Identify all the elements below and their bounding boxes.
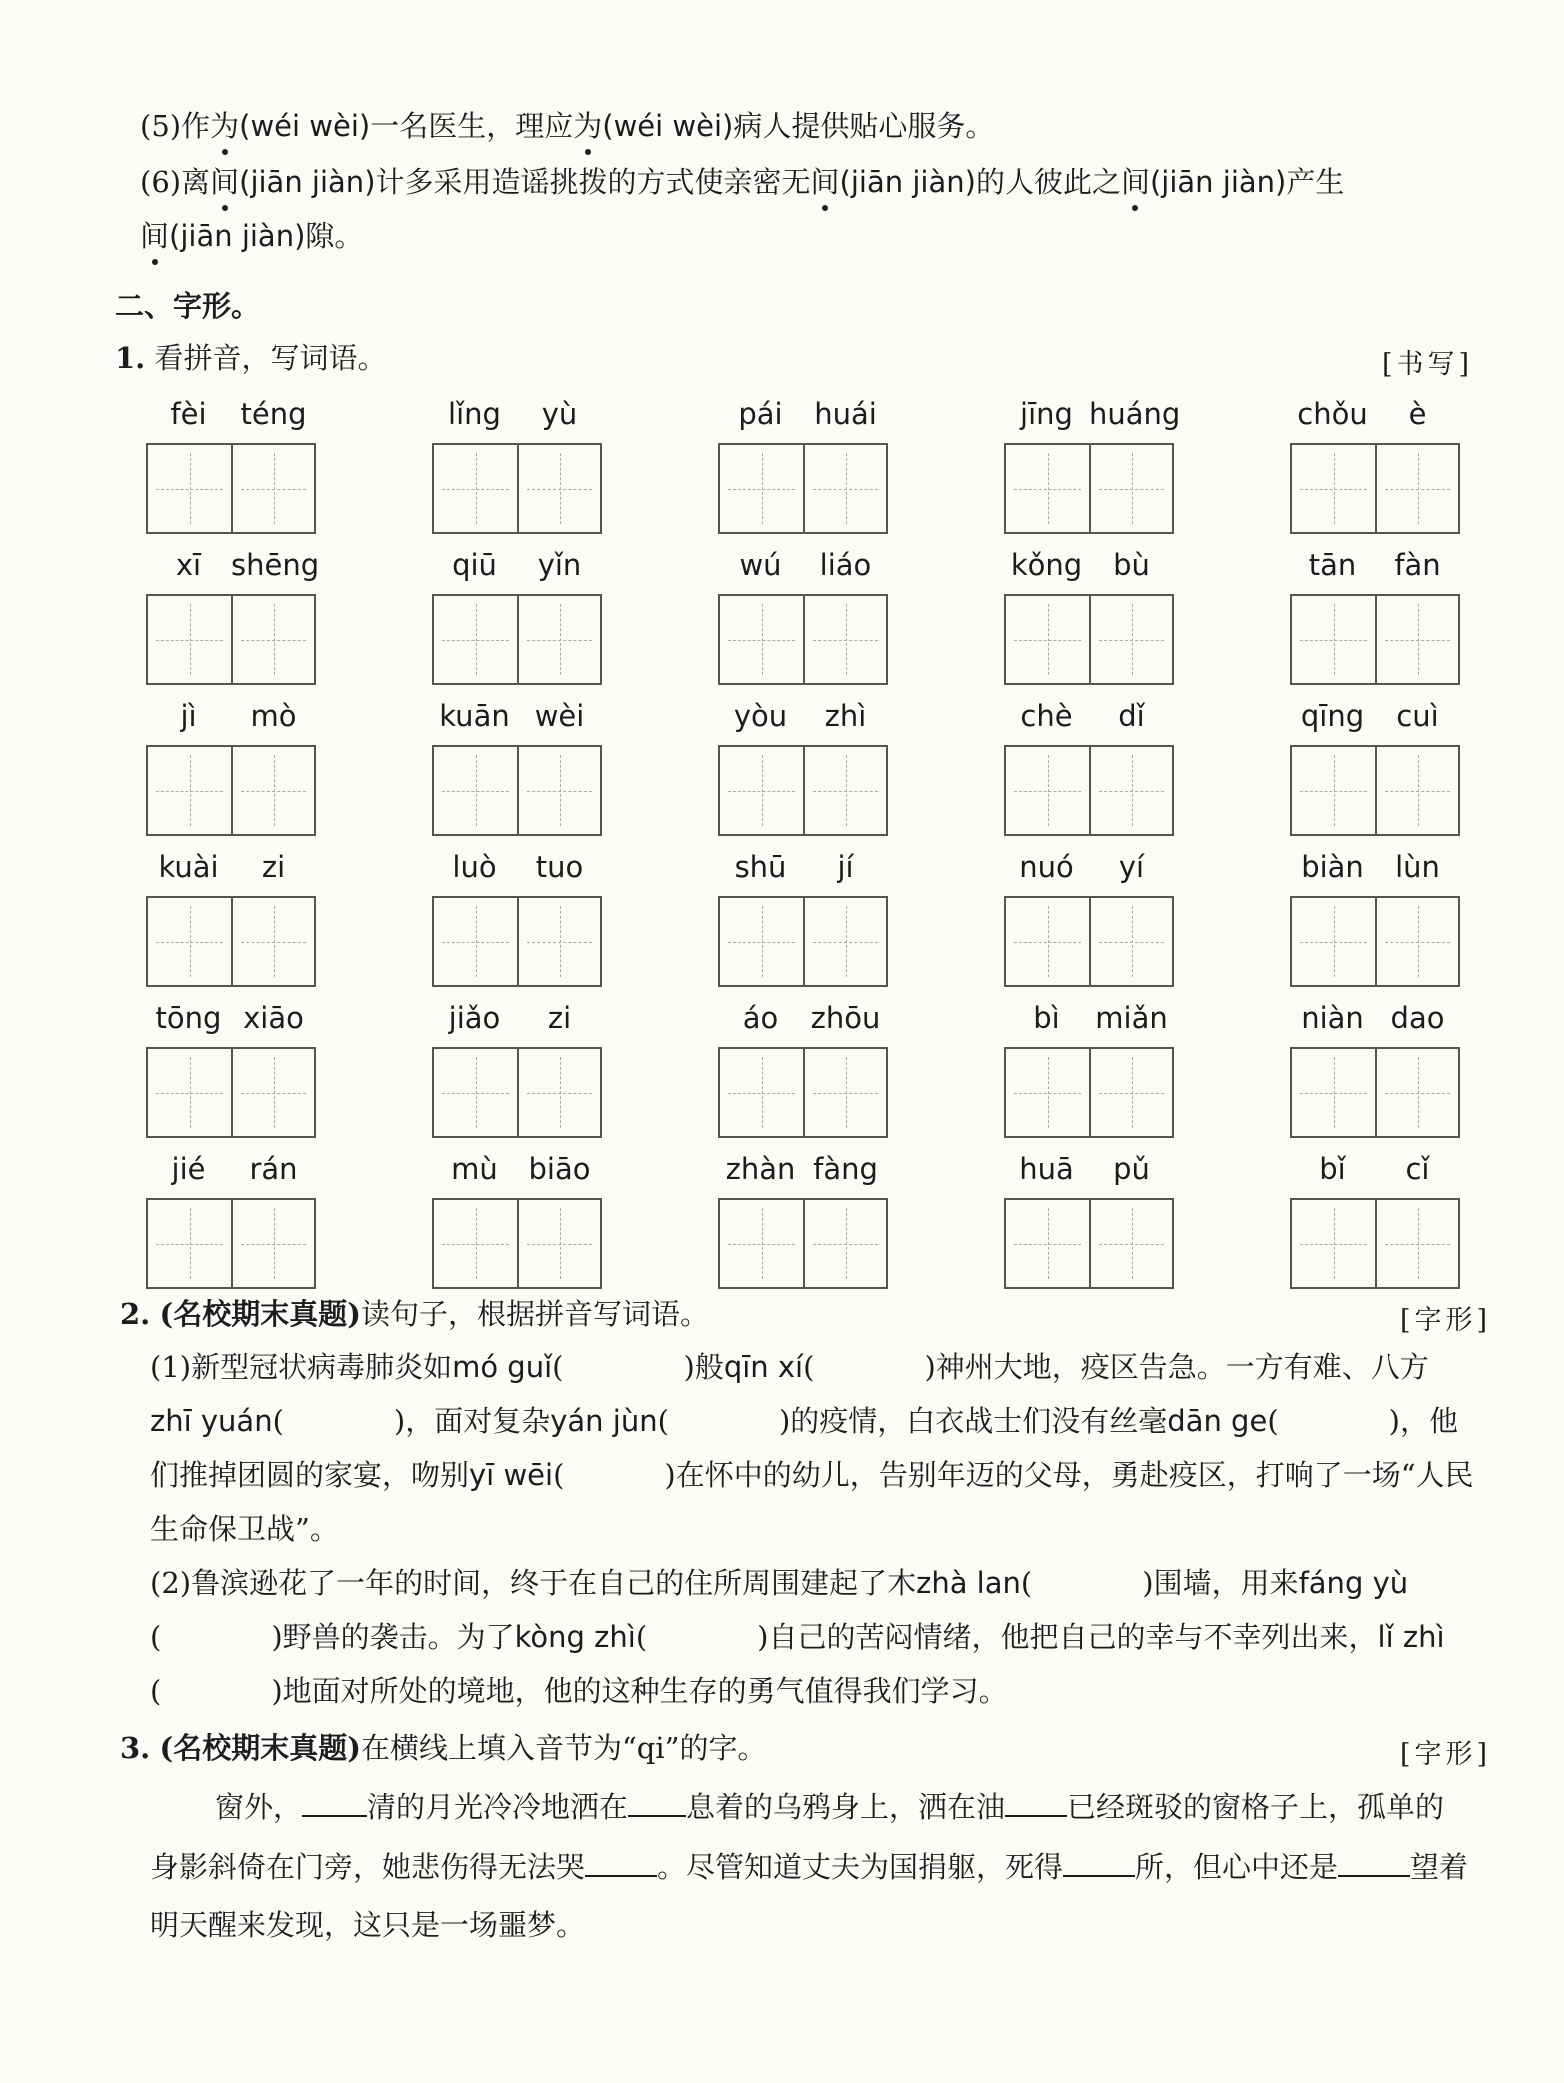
writing-boxes: [718, 1047, 888, 1138]
word-cell: [1290, 999, 1460, 1149]
writing-square[interactable]: [148, 1200, 231, 1287]
q2-p2-line2: ( )野兽的袭击。为了kòng zhì( )自己的苦闷情绪，他把自己的幸与不幸列出来，lǐ zhì: [150, 1620, 1445, 1654]
writing-square[interactable]: [231, 1200, 314, 1287]
pinyin-syllable: rán: [249, 1152, 298, 1186]
pinyin-syllable: huā: [1019, 1152, 1074, 1186]
writing-boxes: [146, 896, 316, 987]
writing-boxes: [1290, 1198, 1460, 1289]
dotted-char: 间: [210, 162, 239, 202]
writing-square[interactable]: [1292, 898, 1375, 985]
word-cell: [1004, 395, 1181, 545]
writing-square[interactable]: [803, 898, 886, 985]
word-cell: [146, 546, 320, 696]
pinyin-label: [432, 848, 602, 888]
question-1-tag: [书写]: [1382, 349, 1474, 380]
word-cell: [146, 999, 316, 1149]
pinyin-label: [1004, 848, 1174, 888]
pinyin-syllable: dao: [1390, 1001, 1445, 1035]
pinyin-label: [718, 999, 888, 1039]
word-cell: [1290, 395, 1460, 545]
pinyin-syllable: dǐ: [1118, 699, 1145, 733]
pinyin-label: [1004, 1150, 1174, 1190]
writing-square[interactable]: [231, 445, 314, 532]
pinyin-syllable: zhàn: [725, 1152, 796, 1186]
item-6-cont: 间(jiān jiàn)隙。: [140, 216, 363, 256]
dotted-char: 间: [140, 216, 169, 256]
writing-square[interactable]: [1292, 596, 1375, 683]
pinyin-syllable: niàn: [1301, 1001, 1364, 1035]
fill-blank[interactable]: [1005, 1787, 1067, 1817]
pinyin-syllable: miǎn: [1095, 1001, 1168, 1035]
writing-square[interactable]: [1375, 596, 1458, 683]
pinyin-syllable: pái: [738, 397, 783, 431]
pinyin-syllable: téng: [240, 397, 307, 431]
pinyin-label: [1290, 395, 1460, 435]
word-cell: [146, 697, 316, 847]
writing-square[interactable]: [434, 747, 517, 834]
writing-boxes: [718, 443, 888, 534]
pinyin-syllable: cǐ: [1405, 1152, 1430, 1186]
pinyin-syllable: wèi: [534, 699, 585, 733]
question-3-tag: [字形]: [1400, 1739, 1492, 1770]
word-cell: [432, 697, 602, 847]
word-cell: [718, 848, 888, 998]
word-cell: [718, 1150, 888, 1300]
writing-square[interactable]: [1006, 1200, 1089, 1287]
writing-square[interactable]: [1006, 1049, 1089, 1136]
word-cell: [718, 697, 888, 847]
writing-square[interactable]: [517, 747, 600, 834]
writing-square[interactable]: [720, 898, 803, 985]
fill-blank[interactable]: [1063, 1847, 1135, 1877]
writing-square[interactable]: [803, 445, 886, 532]
writing-square[interactable]: [1089, 596, 1172, 683]
word-cell: [1004, 999, 1174, 1149]
pinyin-syllable: jí: [837, 850, 854, 884]
writing-square[interactable]: [148, 596, 231, 683]
q3-line3: 明天醒来发现，这只是一场噩梦。: [150, 1908, 586, 1942]
pinyin-syllable: lǐng: [448, 397, 501, 431]
dotted-char: 为: [573, 106, 602, 146]
pinyin-syllable: biāo: [528, 1152, 591, 1186]
q2-p2-line3: ( )地面对所处的境地，他的这种生存的勇气值得我们学习。: [150, 1674, 1008, 1708]
pinyin-syllable: tōng: [155, 1001, 222, 1035]
pinyin-label: [146, 697, 316, 737]
writing-square[interactable]: [720, 747, 803, 834]
section-heading: 二、字形。: [115, 289, 261, 323]
pinyin-syllable: bǐ: [1319, 1152, 1346, 1186]
fill-blank[interactable]: [628, 1787, 686, 1817]
writing-boxes: [432, 1198, 602, 1289]
word-cell: [1004, 848, 1174, 998]
pinyin-syllable: mù: [451, 1152, 498, 1186]
writing-boxes: [1004, 1198, 1174, 1289]
writing-square[interactable]: [1375, 747, 1458, 834]
pinyin-label: [718, 395, 888, 435]
writing-square[interactable]: [1089, 898, 1172, 985]
pinyin-label: [718, 1150, 888, 1190]
pinyin-syllable: è: [1408, 397, 1427, 431]
writing-square[interactable]: [434, 1049, 517, 1136]
pinyin-syllable: zhōu: [810, 1001, 881, 1035]
word-cell: [432, 395, 602, 545]
q2-p1-line4: 生命保卫战”。: [150, 1512, 339, 1546]
word-cell: [1290, 546, 1460, 696]
pinyin-syllable: cuì: [1396, 699, 1439, 733]
pinyin-label: [1290, 697, 1460, 737]
word-cell: [146, 848, 316, 998]
writing-boxes: [432, 896, 602, 987]
writing-square[interactable]: [720, 1200, 803, 1287]
writing-square[interactable]: [1375, 1049, 1458, 1136]
pinyin-syllable: bù: [1113, 548, 1150, 582]
word-cell: [1004, 697, 1174, 847]
pinyin-syllable: kuài: [158, 850, 219, 884]
pinyin-syllable: pǔ: [1113, 1152, 1150, 1186]
pinyin-label: [718, 848, 888, 888]
q2-p2-line1: (2)鲁滨逊花了一年的时间，终于在自己的住所周围建起了木zhà lan( )围墙，用来fáng yù: [150, 1566, 1409, 1600]
pinyin-label: [1004, 697, 1174, 737]
writing-square[interactable]: [1375, 1200, 1458, 1287]
writing-square[interactable]: [1292, 747, 1375, 834]
writing-square[interactable]: [1089, 1049, 1172, 1136]
pinyin-label: [146, 395, 316, 435]
word-cell: [146, 1150, 316, 1300]
pinyin-syllable: jié: [171, 1152, 206, 1186]
writing-square[interactable]: [1006, 596, 1089, 683]
pinyin-syllable: tān: [1308, 548, 1357, 582]
question-2-title: 2. (名校期末真题)读句子，根据拼音写词语。: [120, 1297, 709, 1331]
pinyin-syllable: chè: [1020, 699, 1073, 733]
fill-blank[interactable]: [302, 1787, 367, 1817]
writing-square[interactable]: [720, 596, 803, 683]
pinyin-syllable: luò: [452, 850, 497, 884]
word-cell: [1290, 848, 1460, 998]
pinyin-label: [1290, 546, 1460, 586]
pinyin-syllable: fàng: [813, 1152, 878, 1186]
pinyin-label: [432, 697, 602, 737]
dotted-char: 间: [811, 162, 840, 202]
pinyin-label: [718, 697, 888, 737]
writing-square[interactable]: [231, 596, 314, 683]
writing-boxes: [1004, 745, 1174, 836]
pinyin-syllable: huáng: [1089, 397, 1181, 431]
word-cell: [432, 546, 602, 696]
pinyin-label: [432, 999, 602, 1039]
writing-boxes: [1290, 594, 1460, 685]
writing-square[interactable]: [434, 898, 517, 985]
word-cell: [1290, 697, 1460, 847]
pinyin-syllable: jì: [180, 699, 197, 733]
writing-square[interactable]: [803, 747, 886, 834]
writing-square[interactable]: [434, 596, 517, 683]
pinyin-syllable: jīng: [1020, 397, 1073, 431]
pinyin-syllable: yòu: [733, 699, 788, 733]
dotted-char: 为: [210, 106, 239, 146]
writing-square[interactable]: [231, 1049, 314, 1136]
writing-square[interactable]: [1089, 1200, 1172, 1287]
writing-boxes: [432, 745, 602, 836]
pinyin-syllable: tuo: [535, 850, 584, 884]
writing-boxes: [1290, 896, 1460, 987]
writing-square[interactable]: [148, 898, 231, 985]
writing-square[interactable]: [434, 445, 517, 532]
writing-square[interactable]: [720, 1049, 803, 1136]
pinyin-syllable: lùn: [1395, 850, 1440, 884]
pinyin-syllable: yǐn: [537, 548, 582, 582]
pinyin-syllable: kǒng: [1010, 548, 1083, 582]
writing-square[interactable]: [148, 747, 231, 834]
pinyin-syllable: qiū: [452, 548, 497, 582]
writing-square[interactable]: [1292, 445, 1375, 532]
word-cell: [1004, 1150, 1174, 1300]
writing-square[interactable]: [1089, 445, 1172, 532]
pinyin-syllable: zi: [547, 1001, 572, 1035]
writing-square[interactable]: [1375, 445, 1458, 532]
pinyin-label: [146, 999, 316, 1039]
pinyin-syllable: yù: [541, 397, 578, 431]
pinyin-syllable: fèi: [170, 397, 207, 431]
word-cell: [146, 395, 316, 545]
writing-square[interactable]: [1292, 1049, 1375, 1136]
writing-square[interactable]: [1089, 747, 1172, 834]
question-2-tag: [字形]: [1400, 1305, 1492, 1336]
pinyin-syllable: xiāo: [243, 1001, 304, 1035]
item-5: (5)作为(wéi wèi)一名医生，理应为(wéi wèi)病人提供贴心服务。: [140, 106, 994, 146]
pinyin-syllable: jiǎo: [448, 1001, 501, 1035]
pinyin-syllable: mò: [250, 699, 297, 733]
pinyin-label: [1004, 999, 1174, 1039]
pinyin-syllable: yí: [1118, 850, 1145, 884]
pinyin-label: [1290, 848, 1460, 888]
pinyin-syllable: huái: [814, 397, 877, 431]
writing-boxes: [718, 745, 888, 836]
word-cell: [718, 546, 888, 696]
q2-p1-line1: (1)新型冠状病毒肺炎如mó guǐ( )般qīn xí( )神州大地，疫区告急。一方有难、八方: [150, 1350, 1429, 1384]
pinyin-label: [1290, 999, 1460, 1039]
q3-line2: 身影斜倚在门旁，她悲伤得无法哭 。尽管知道丈夫为国捐躯，死得 所，但心中还是 望着: [150, 1847, 1468, 1887]
pinyin-syllable: bì: [1033, 1001, 1060, 1035]
writing-square[interactable]: [803, 596, 886, 683]
writing-square[interactable]: [517, 596, 600, 683]
q2-p1-line2: zhī yuán( )，面对复杂yán jùn( )的疫情，白衣战士们没有丝毫dān ge( )，他: [150, 1404, 1458, 1438]
word-cell: [718, 999, 888, 1149]
dotted-char: 间: [1121, 162, 1150, 202]
writing-boxes: [1004, 443, 1174, 534]
writing-boxes: [1290, 745, 1460, 836]
writing-boxes: [718, 1198, 888, 1289]
word-cell: [718, 395, 888, 545]
writing-square[interactable]: [1006, 898, 1089, 985]
pinyin-syllable: shū: [734, 850, 787, 884]
writing-boxes: [146, 745, 316, 836]
writing-boxes: [146, 1198, 316, 1289]
writing-boxes: [1290, 1047, 1460, 1138]
writing-boxes: [1290, 443, 1460, 534]
writing-square[interactable]: [231, 747, 314, 834]
item-6: (6)离间(jiān jiàn)计多采用造谣挑拨的方式使亲密无间(jiān jiàn)的人彼此之间(jiān jiàn)产生: [140, 162, 1344, 202]
pinyin-syllable: qīng: [1300, 699, 1365, 733]
word-cell: [432, 999, 602, 1149]
writing-square[interactable]: [1006, 747, 1089, 834]
writing-boxes: [1004, 1047, 1174, 1138]
word-cell: [1290, 1150, 1460, 1300]
pinyin-syllable: shēng: [231, 548, 320, 582]
pinyin-label: [146, 546, 320, 586]
writing-boxes: [146, 443, 316, 534]
fill-blank[interactable]: [1338, 1847, 1410, 1877]
writing-square[interactable]: [720, 445, 803, 532]
writing-square[interactable]: [231, 898, 314, 985]
question-3-title: 3. (名校期末真题)在横线上填入音节为“qi”的字。: [120, 1731, 767, 1765]
writing-square[interactable]: [517, 1200, 600, 1287]
pinyin-syllable: nuó: [1019, 850, 1074, 884]
writing-boxes: [432, 443, 602, 534]
writing-boxes: [1004, 896, 1174, 987]
writing-square[interactable]: [148, 1049, 231, 1136]
writing-boxes: [1004, 594, 1174, 685]
writing-square[interactable]: [803, 1049, 886, 1136]
pinyin-label: [146, 848, 316, 888]
pinyin-syllable: áo: [742, 1001, 779, 1035]
writing-boxes: [146, 594, 316, 685]
writing-boxes: [432, 1047, 602, 1138]
pinyin-syllable: zhì: [824, 699, 867, 733]
pinyin-label: [432, 546, 602, 586]
pinyin-syllable: xī: [175, 548, 202, 582]
q3-line1: 窗外， 清的月光冷冷地洒在 息着的乌鸦身上，洒在油 已经斑驳的窗格子上，孤单的: [215, 1787, 1444, 1827]
word-cell: [1004, 546, 1174, 696]
writing-square[interactable]: [517, 445, 600, 532]
writing-square[interactable]: [1375, 898, 1458, 985]
pinyin-label: [1290, 1150, 1460, 1190]
writing-square[interactable]: [1292, 1200, 1375, 1287]
writing-square[interactable]: [517, 898, 600, 985]
writing-square[interactable]: [517, 1049, 600, 1136]
pinyin-label: [432, 1150, 602, 1190]
writing-boxes: [718, 896, 888, 987]
pinyin-label: [432, 395, 602, 435]
word-cell: [432, 1150, 602, 1300]
fill-blank[interactable]: [585, 1847, 657, 1877]
writing-boxes: [432, 594, 602, 685]
word-cell: [432, 848, 602, 998]
pinyin-syllable: fàn: [1394, 548, 1441, 582]
pinyin-label: [1004, 395, 1181, 435]
writing-square[interactable]: [803, 1200, 886, 1287]
pinyin-label: [1004, 546, 1174, 586]
pinyin-syllable: kuān: [439, 699, 510, 733]
pinyin-syllable: zi: [261, 850, 286, 884]
pinyin-label: [146, 1150, 316, 1190]
pinyin-syllable: wú: [739, 548, 782, 582]
pinyin-syllable: biàn: [1301, 850, 1364, 884]
q2-p1-line3: 们推掉团圆的家宴，吻别yī wēi( )在怀中的幼儿，告别年迈的父母，勇赴疫区，打响了一场“人民: [150, 1458, 1474, 1492]
pinyin-syllable: liáo: [819, 548, 872, 582]
writing-square[interactable]: [1006, 445, 1089, 532]
writing-square[interactable]: [434, 1200, 517, 1287]
writing-boxes: [718, 594, 888, 685]
question-1-title: 1. 看拼音，写词语。: [115, 341, 387, 375]
writing-boxes: [146, 1047, 316, 1138]
pinyin-label: [718, 546, 888, 586]
pinyin-syllable: chǒu: [1297, 397, 1368, 431]
writing-square[interactable]: [148, 445, 231, 532]
